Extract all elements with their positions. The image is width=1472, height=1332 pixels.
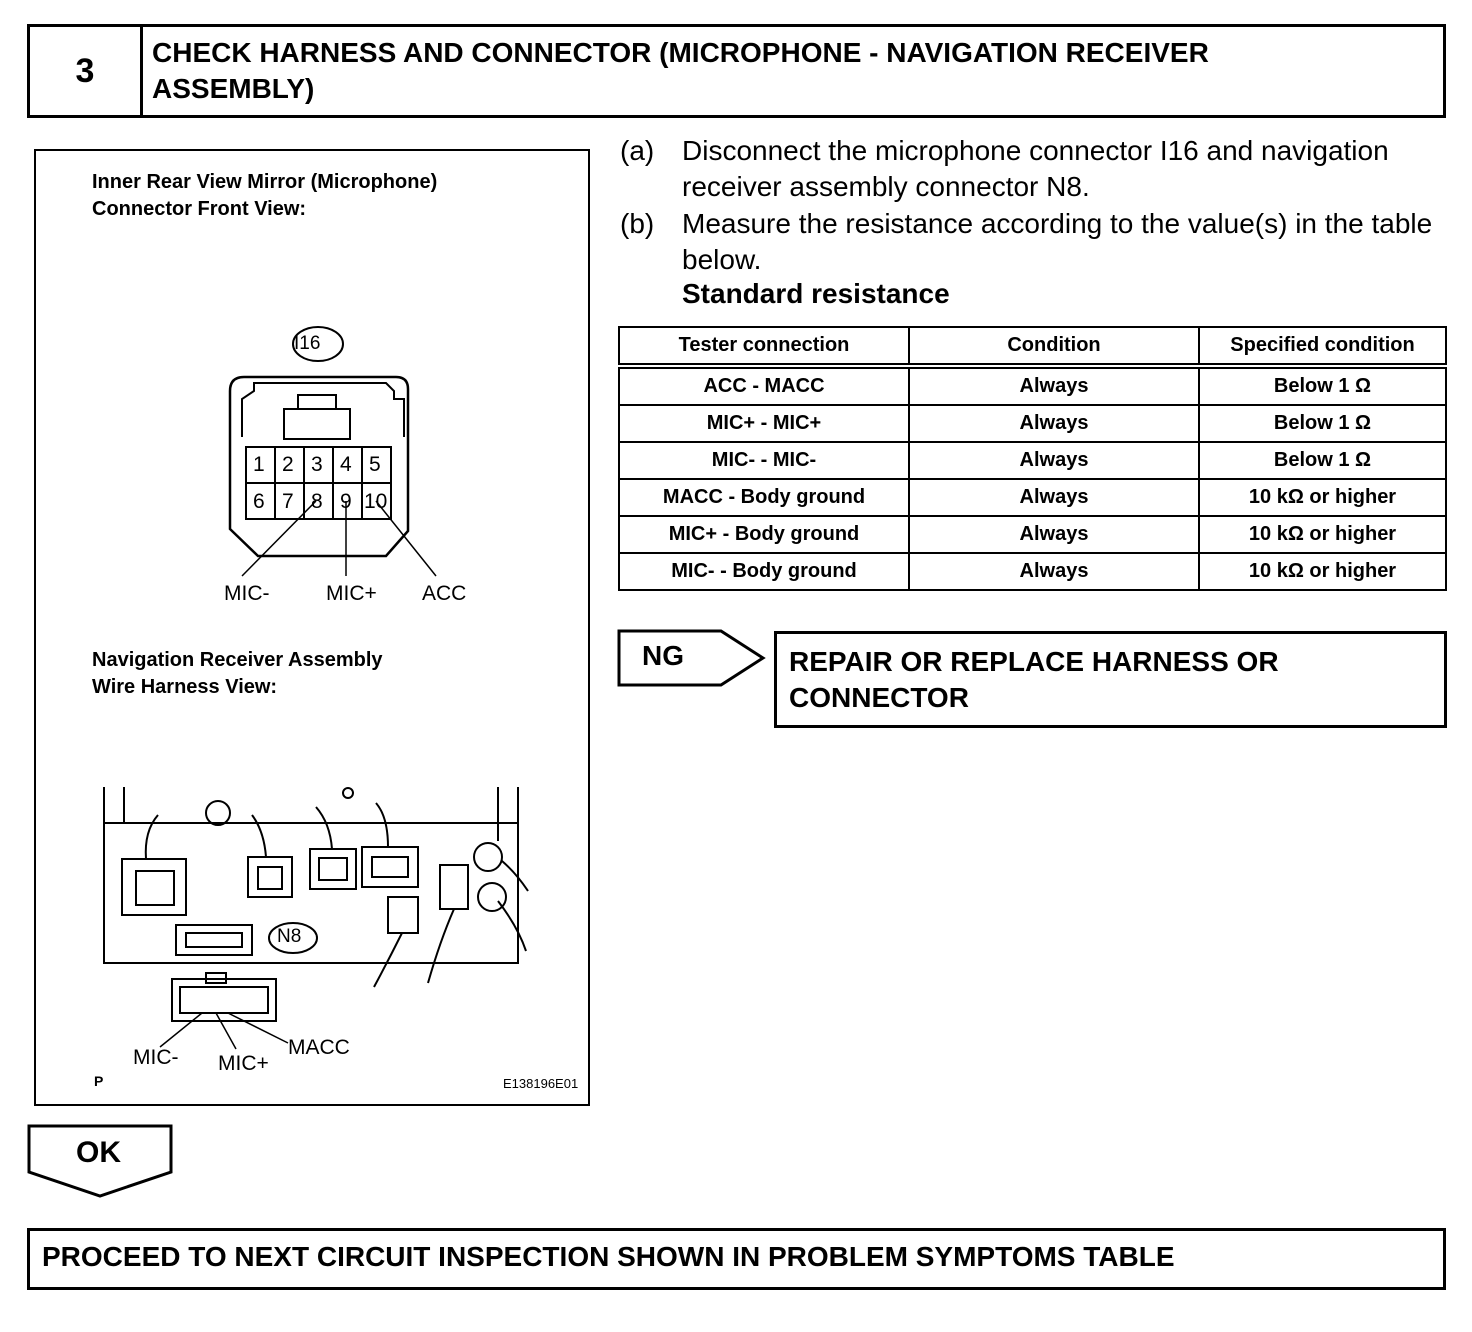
cell-condition: Always [909,516,1199,553]
mirror-caption-line1: Inner Rear View Mirror (Microphone) [92,171,438,193]
table-row [619,366,1446,405]
cell-condition: Always [909,479,1199,516]
pin-10: 10 [364,490,388,513]
pin-8: 8 [311,490,323,513]
header-condition: Condition [909,327,1199,366]
table-row [619,516,1446,553]
nav-label-mic-minus: MIC- [133,1046,179,1069]
table-row [619,553,1446,590]
cell-specified-condition: 10 kΩ or higher [1199,553,1446,590]
instruction-a [620,133,1440,205]
cell-specified-condition: 10 kΩ or higher [1199,516,1446,553]
header-specified-condition: Specified condition [1199,327,1446,366]
corner-mark: P [94,1073,104,1089]
instruction-b-marker: (b) [620,208,655,239]
table-row [619,405,1446,442]
pin-2: 2 [282,453,294,476]
cell-tester-connection: MIC+ - MIC+ [619,405,909,442]
ng-action-text: REPAIR OR REPLACE HARNESS OR CONNECTOR [789,646,1279,713]
cell-condition: Always [909,442,1199,479]
label-mic-plus: MIC+ [326,582,377,605]
mirror-caption-line2: Connector Front View: [92,198,307,220]
instruction-b [620,206,1440,278]
figure-code: E138196E01 [503,1076,579,1091]
pin-3: 3 [311,453,323,476]
pin-4: 4 [340,453,352,476]
cell-condition: Always [909,405,1199,442]
next-step-text: PROCEED TO NEXT CIRCUIT INSPECTION SHOWN IN PROBLEM SYMPTOMS TABLE [42,1241,1175,1272]
resistance-table [618,326,1447,591]
table-row [619,442,1446,479]
instruction-a-marker: (a) [620,135,655,166]
cell-tester-connection: MIC- - MIC- [619,442,909,479]
standard-resistance-label: Standard resistance [682,278,950,309]
cell-specified-condition: 10 kΩ or higher [1199,479,1446,516]
instruction-a-text: Disconnect the microphone connector I16 and navigation receiver assembly connector N8. [682,135,1389,202]
nav-label-mic-plus: MIC+ [218,1052,269,1075]
ng-action-box [774,631,1447,728]
connector-diagram [36,151,588,1104]
nav-label-macc: MACC [288,1036,350,1059]
cell-specified-condition: Below 1 Ω [1199,442,1446,479]
cell-specified-condition: Below 1 Ω [1199,405,1446,442]
table-row [619,479,1446,516]
nav-caption-line2: Wire Harness View: [92,676,278,698]
label-mic-minus: MIC- [224,582,270,605]
next-step-box [27,1228,1446,1290]
table-header-row [619,327,1446,366]
pin-7: 7 [282,490,294,513]
cell-condition: Always [909,553,1199,590]
connector-id-i16: I16 [294,333,321,354]
ng-label: NG [642,640,684,671]
cell-tester-connection: MACC - Body ground [619,479,909,516]
pin-9: 9 [340,490,352,513]
step-header [27,24,1446,118]
wiring-figure [34,149,590,1106]
connector-id-n8: N8 [277,926,302,947]
cell-tester-connection: ACC - MACC [619,366,909,405]
instruction-b-text: Measure the resistance according to the value(s) in the table below. [682,208,1433,275]
cell-tester-connection: MIC+ - Body ground [619,516,909,553]
ng-arrow [617,629,767,689]
header-tester-connection: Tester connection [619,327,909,366]
cell-tester-connection: MIC- - Body ground [619,553,909,590]
pin-6: 6 [253,490,265,513]
cell-condition: Always [909,366,1199,405]
step-number: 3 [30,27,143,115]
label-acc: ACC [422,582,467,605]
pin-1: 1 [253,453,265,476]
pin-5: 5 [369,453,381,476]
step-title: CHECK HARNESS AND CONNECTOR (MICROPHONE - NAVIGATION RECEIVER ASSEMBLY) [152,37,1209,104]
ok-label: OK [76,1136,121,1169]
cell-specified-condition: Below 1 Ω [1199,366,1446,405]
nav-caption-line1: Navigation Receiver Assembly [92,649,383,671]
